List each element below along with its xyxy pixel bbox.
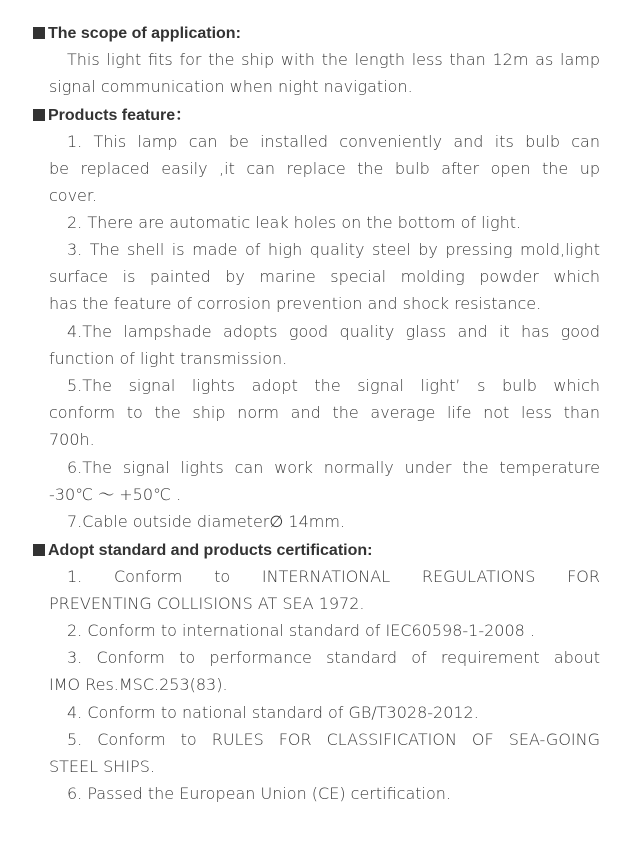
feature-3-line-2: surface is painted by marine special molding powder which bbox=[49, 267, 600, 286]
features-heading-text: Products feature： bbox=[48, 107, 192, 124]
features-heading bbox=[33, 102, 191, 129]
bullet-square-icon bbox=[33, 544, 45, 556]
standard-4-line-1: 4. Conform to national standard of GB/T3028-2012. bbox=[67, 703, 479, 722]
standard-3-line-1: 3. Conform to performance standard of requirement about bbox=[67, 648, 600, 667]
scope-line-2: signal communication when night navigation. bbox=[49, 77, 413, 96]
standard-5-line-1: 5. Conform to RULES FOR CLASSIFICATION OF SEA-GOING bbox=[67, 730, 600, 749]
feature-5-line-3: 700h. bbox=[49, 430, 95, 449]
feature-5-line-1: 5.The signal lights adopt the signal light’ s bulb which bbox=[67, 376, 600, 395]
bullet-square-icon bbox=[33, 27, 45, 39]
feature-4-line-1: 4.The lampshade adopts good quality glass and it has good bbox=[67, 322, 600, 341]
standard-6-line-1: 6. Passed the European Union (CE) certification. bbox=[67, 784, 451, 803]
standard-1-line-2: PREVENTING COLLISIONS AT SEA 1972. bbox=[49, 594, 365, 613]
scope-heading bbox=[33, 20, 241, 47]
standard-1-line-1: 1. Conform to INTERNATIONAL REGULATIONS FOR bbox=[67, 567, 600, 586]
feature-6-line-2: -30℃ ～ +50℃ . bbox=[49, 485, 182, 504]
feature-4-line-2: function of light transmission. bbox=[49, 349, 288, 368]
feature-5-line-2: conform to the ship norm and the average life not less than bbox=[49, 403, 600, 422]
feature-3-line-3: has the feature of corrosion prevention and shock resistance. bbox=[49, 294, 542, 313]
feature-3-line-1: 3. The shell is made of high quality steel by pressing mold,light bbox=[67, 240, 600, 259]
feature-2-line-1: 2. There are automatic leak holes on the bottom of light. bbox=[67, 213, 522, 232]
feature-1-line-2: be replaced easily ,it can replace the bulb after open the up bbox=[49, 159, 600, 178]
scope-heading-text: The scope of application: bbox=[48, 25, 241, 42]
scope-line-1: This light fits for the ship with the length less than 12m as lamp bbox=[67, 50, 600, 69]
feature-6-line-1: 6.The signal lights can work normally under the temperature bbox=[67, 458, 600, 477]
bullet-square-icon bbox=[33, 109, 45, 121]
standards-heading-text: Adopt standard and products certification: bbox=[48, 542, 373, 559]
standard-2-line-1: 2. Conform to international standard of IEC60598-1-2008 . bbox=[67, 621, 535, 640]
standard-5-line-2: STEEL SHIPS. bbox=[49, 757, 155, 776]
feature-1-line-1: 1. This lamp can be installed conveniently and its bulb can bbox=[67, 132, 600, 151]
standards-heading bbox=[33, 537, 372, 564]
feature-7-line-1: 7.Cable outside diameter∅ 14mm. bbox=[67, 512, 346, 531]
feature-1-line-3: cover. bbox=[49, 186, 98, 205]
standard-3-line-2: IMO Res.MSC.253(83). bbox=[49, 675, 228, 694]
